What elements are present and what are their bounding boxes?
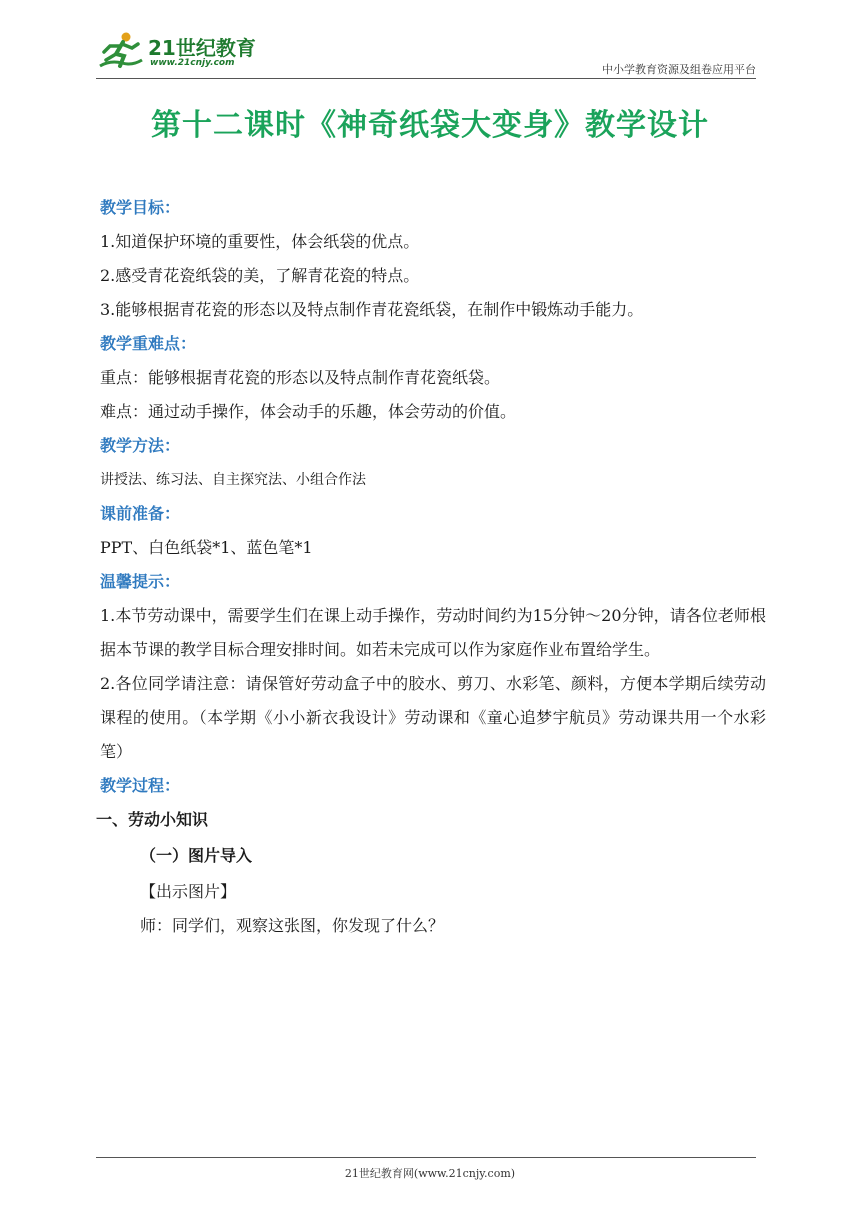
logo-text: 21世纪教育 bbox=[148, 36, 256, 60]
running-person-icon bbox=[96, 30, 144, 74]
goals-heading: 教学目标： bbox=[100, 198, 181, 217]
tips-heading: 温馨提示： bbox=[100, 572, 181, 591]
goal-item: 2.感受青花瓷纸袋的美，了解青花瓷的特点。 bbox=[100, 266, 420, 285]
section-heading: 一、劳动小知识 bbox=[96, 810, 209, 829]
document-body bbox=[96, 198, 780, 950]
platform-label: 中小学教育资源及组卷应用平台 bbox=[602, 63, 756, 76]
process-heading: 教学过程： bbox=[100, 776, 181, 795]
teacher-line: 师：同学们，观察这张图，你发现了什么？ bbox=[140, 916, 445, 935]
page-title: 第十二课时《神奇纸袋大变身》教学设计 bbox=[151, 108, 709, 143]
footer-divider bbox=[96, 1157, 756, 1158]
header-divider bbox=[96, 78, 756, 79]
subsection-heading: （一）图片导入 bbox=[140, 846, 253, 865]
key-point: 重点：能够根据青花瓷的形态以及特点制作青花瓷纸袋。 bbox=[100, 368, 501, 387]
stage-direction: 【出示图片】 bbox=[140, 882, 237, 901]
methods-text: 讲授法、练习法、自主探究法、小组合作法 bbox=[100, 472, 366, 488]
logo-url: www.21cnjy.com bbox=[150, 58, 235, 68]
page-footer: 21世纪教育网(www.21cnjy.com) bbox=[344, 1167, 516, 1180]
tip-item: 2.各位同学请注意：请保管好劳动盒子中的胶水、剪刀、水彩笔、颜料，方便本学期后续劳动课程的使用。（本学期《小小新衣我设计》劳动课和《童心追梦宇航员》劳动课共用一个水彩笔） bbox=[100, 674, 766, 761]
goal-item: 1.知道保护环境的重要性，体会纸袋的优点。 bbox=[100, 232, 420, 251]
prep-text: PPT、白色纸袋*1、蓝色笔*1 bbox=[100, 538, 313, 557]
page-header bbox=[96, 28, 756, 80]
key-points-heading: 教学重难点： bbox=[100, 334, 197, 353]
tip-item: 1.本节劳动课中，需要学生们在课上动手操作，劳动时间约为15分钟～20分钟，请各位老师根据本节课的教学目标合理安排时间。如若未完成可以作为家庭作业布置给学生。 bbox=[100, 606, 766, 659]
difficult-point: 难点：通过动手操作，体会动手的乐趣，体会劳动的价值。 bbox=[100, 402, 517, 421]
prep-heading: 课前准备： bbox=[100, 504, 181, 523]
logo bbox=[96, 28, 276, 76]
goal-item: 3.能够根据青花瓷的形态以及特点制作青花瓷纸袋，在制作中锻炼动手能力。 bbox=[100, 300, 644, 319]
method-heading: 教学方法： bbox=[100, 436, 181, 455]
